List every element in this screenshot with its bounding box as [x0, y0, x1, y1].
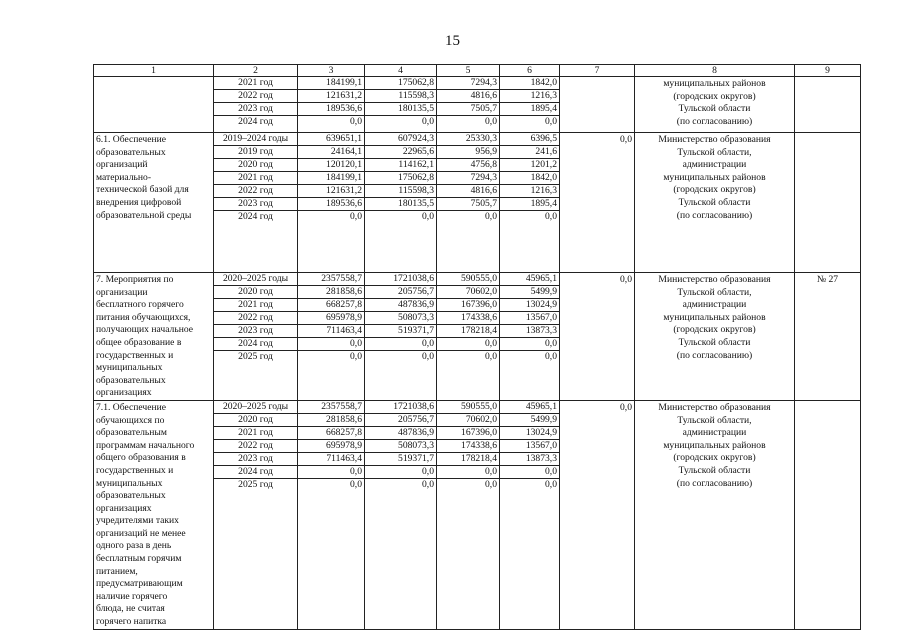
header-cell: 8 — [635, 65, 795, 77]
amount-cell: 120120,1 — [298, 159, 364, 172]
amount-cell: 70602,0 — [437, 286, 499, 299]
amount-cell: 13024,9 — [500, 427, 559, 440]
amount-cell: 4756,8 — [437, 159, 499, 172]
amount-cell: 0,0 — [422, 478, 434, 490]
amount-cell: 13873,3 — [500, 325, 559, 338]
amount-cell: 0,0 — [485, 116, 497, 127]
amount-cell: 519371,7 — [365, 453, 436, 466]
budget-table — [93, 64, 861, 630]
amount-column-cell — [365, 133, 437, 273]
year-cell: 2025 год — [238, 478, 273, 490]
amount-cell: 0,0 — [422, 351, 434, 362]
amount-cell: 25330,3 — [437, 133, 499, 146]
amount-cell: 1216,3 — [500, 90, 559, 103]
amount-cell: 281858,6 — [298, 286, 364, 299]
year-cell: 2021 год — [214, 77, 297, 90]
responsible-executor-cell: Министерство образования Тульской области, администрации муниципальных районов (городских округов) Тульской области (по согласованию) — [635, 273, 795, 401]
activity-name-cell: 6.1. Обеспечение образовательных организаций материально- технической базой для внедрения цифровой образовательной среды — [94, 133, 214, 273]
amount-cell: 24164,1 — [298, 146, 364, 159]
responsible-executor-cell: муниципальных районов (городских округов) Тульской области (по согласованию) — [635, 77, 795, 133]
year-cell: 2023 год — [214, 198, 297, 211]
amount-cell: 1721038,6 — [365, 401, 436, 414]
year-column-cell — [214, 400, 298, 629]
amount-column-cell — [437, 133, 500, 273]
amount-cell: 0,0 — [350, 116, 362, 127]
amount-cell: 0,0 — [545, 351, 557, 362]
amount-cell: 115598,3 — [365, 185, 436, 198]
amount-cell: 590555,0 — [437, 273, 499, 286]
amount-cell: 508073,3 — [365, 440, 436, 453]
year-cell: 2020–2025 годы — [214, 273, 297, 286]
amount-cell: 241,6 — [500, 146, 559, 159]
amount-cell: 0,0 — [437, 466, 499, 479]
amount-column-cell — [500, 77, 560, 133]
year-column-cell — [214, 133, 298, 273]
table-row — [94, 133, 861, 273]
year-cell: 2021 год — [214, 172, 297, 185]
header-cell: 2 — [214, 65, 298, 77]
year-cell: 2022 год — [214, 185, 297, 198]
amount-cell: 668257,8 — [298, 427, 364, 440]
year-cell: 2019–2024 годы — [214, 133, 297, 146]
amount-cell: 1842,0 — [500, 77, 559, 90]
year-cell: 2021 год — [214, 427, 297, 440]
amount-cell: 114162,1 — [365, 159, 436, 172]
year-cell: 2019 год — [214, 146, 297, 159]
year-cell: 2022 год — [214, 312, 297, 325]
amount-cell: 121631,2 — [298, 185, 364, 198]
amount-cell: 0,0 — [365, 466, 436, 479]
amount-cell: 5499,9 — [500, 286, 559, 299]
amount-cell: 956,9 — [437, 146, 499, 159]
amount-cell: 2357558,7 — [298, 401, 364, 414]
amount-cell: 0,0 — [500, 466, 559, 479]
amount-cell: 0,0 — [545, 478, 557, 490]
amount-cell: 590555,0 — [437, 401, 499, 414]
amount-cell: 0,0 — [500, 338, 559, 351]
amount-cell: 0,0 — [437, 338, 499, 351]
amount-cell: 487836,9 — [365, 299, 436, 312]
amount-cell: 184199,1 — [298, 172, 364, 185]
amount-cell: 519371,7 — [365, 325, 436, 338]
amount-column-cell — [500, 400, 560, 629]
amount-cell: 5499,9 — [500, 414, 559, 427]
year-cell: 2021 год — [214, 299, 297, 312]
amount-cell: 0,0 — [545, 211, 557, 222]
amount-cell: 281858,6 — [298, 414, 364, 427]
year-cell: 2023 год — [214, 103, 297, 116]
year-cell: 2024 год — [214, 466, 297, 479]
amount-cell: 175062,8 — [365, 172, 436, 185]
amount-cell: 180135,5 — [365, 103, 436, 116]
column-7-cell — [560, 77, 635, 133]
amount-column-cell — [365, 273, 437, 401]
amount-cell: 13024,9 — [500, 299, 559, 312]
amount-column-cell — [298, 273, 365, 401]
amount-cell: 180135,5 — [365, 198, 436, 211]
indicator-link-cell: № 27 — [795, 273, 861, 401]
amount-cell: 22965,6 — [365, 146, 436, 159]
amount-column-cell — [500, 273, 560, 401]
year-column-cell — [214, 273, 298, 401]
amount-cell: 4816,6 — [437, 185, 499, 198]
amount-cell: 115598,3 — [365, 90, 436, 103]
amount-cell: 189536,6 — [298, 198, 364, 211]
table-row — [94, 273, 861, 401]
year-column-cell — [214, 77, 298, 133]
amount-cell: 2357558,7 — [298, 273, 364, 286]
amount-cell: 13567,0 — [500, 312, 559, 325]
amount-cell: 508073,3 — [365, 312, 436, 325]
amount-cell: 121631,2 — [298, 90, 364, 103]
column-7-cell: 0,0 — [560, 273, 635, 401]
amount-column-cell — [437, 273, 500, 401]
amount-cell: 45965,1 — [500, 401, 559, 414]
amount-cell: 607924,3 — [365, 133, 436, 146]
amount-cell: 639651,1 — [298, 133, 364, 146]
amount-cell: 174338,6 — [437, 440, 499, 453]
amount-cell: 0,0 — [350, 351, 362, 362]
year-cell: 2025 год — [238, 351, 273, 362]
year-cell: 2020–2025 годы — [214, 401, 297, 414]
amount-cell: 711463,4 — [298, 325, 364, 338]
table-row — [94, 77, 861, 133]
indicator-link-cell — [795, 400, 861, 629]
amount-cell: 711463,4 — [298, 453, 364, 466]
amount-cell: 0,0 — [350, 211, 362, 222]
indicator-link-cell — [795, 77, 861, 133]
year-cell: 2024 год — [214, 338, 297, 351]
amount-cell: 1895,4 — [500, 103, 559, 116]
amount-cell: 13873,3 — [500, 453, 559, 466]
year-cell: 2020 год — [214, 414, 297, 427]
amount-cell: 695978,9 — [298, 312, 364, 325]
amount-cell: 178218,4 — [437, 453, 499, 466]
amount-cell: 70602,0 — [437, 414, 499, 427]
amount-cell: 7294,3 — [437, 77, 499, 90]
header-cell: 1 — [94, 65, 214, 77]
amount-cell: 668257,8 — [298, 299, 364, 312]
year-cell: 2022 год — [214, 440, 297, 453]
amount-cell: 7505,7 — [437, 198, 499, 211]
year-cell: 2020 год — [214, 286, 297, 299]
column-7-cell: 0,0 — [560, 133, 635, 273]
amount-cell: 13567,0 — [500, 440, 559, 453]
amount-cell: 487836,9 — [365, 427, 436, 440]
activity-name-cell: 7. Мероприятия по организации бесплатного горячего питания обучающихся, получающих начальное общее образование в государственных и муниципальных образовательных организациях — [94, 273, 214, 401]
amount-cell: 1201,2 — [500, 159, 559, 172]
amount-cell: 1721038,6 — [365, 273, 436, 286]
amount-cell: 0,0 — [350, 478, 362, 490]
year-cell: 2024 год — [238, 211, 273, 222]
responsible-executor-cell: Министерство образования Тульской области, администрации муниципальных районов (городских округов) Тульской области (по согласованию) — [635, 133, 795, 273]
amount-cell: 695978,9 — [298, 440, 364, 453]
header-row — [94, 65, 861, 77]
amount-cell: 0,0 — [298, 338, 364, 351]
indicator-link-cell — [795, 133, 861, 273]
amount-column-cell — [437, 77, 500, 133]
amount-cell: 0,0 — [485, 478, 497, 490]
amount-cell: 1842,0 — [500, 172, 559, 185]
amount-column-cell — [298, 400, 365, 629]
amount-cell: 205756,7 — [365, 286, 436, 299]
amount-column-cell — [298, 133, 365, 273]
amount-cell: 1895,4 — [500, 198, 559, 211]
amount-cell: 184199,1 — [298, 77, 364, 90]
year-cell: 2023 год — [214, 453, 297, 466]
amount-cell: 0,0 — [485, 211, 497, 222]
amount-cell: 1216,3 — [500, 185, 559, 198]
amount-cell: 0,0 — [422, 211, 434, 222]
amount-cell: 174338,6 — [437, 312, 499, 325]
year-cell: 2022 год — [214, 90, 297, 103]
amount-column-cell — [500, 133, 560, 273]
responsible-executor-cell: Министерство образования Тульской области, администрации муниципальных районов (городских округов) Тульской области (по согласованию) — [635, 400, 795, 629]
header-cell: 6 — [500, 65, 560, 77]
amount-column-cell — [437, 400, 500, 629]
amount-cell: 0,0 — [365, 338, 436, 351]
page-number: 15 — [445, 33, 460, 49]
amount-cell: 0,0 — [545, 116, 557, 127]
amount-cell: 167396,0 — [437, 427, 499, 440]
header-cell: 3 — [298, 65, 365, 77]
amount-column-cell — [365, 400, 437, 629]
activity-name-cell — [94, 77, 214, 133]
activity-name-cell: 7.1. Обеспечение обучающихся по образовательным программам начального общего образования в государственных и муниципальных образовательных организациях учредителями таких организаций не менее одного раза в день бесплатным горячим питанием, предусматривающим наличие горячего блюда, не считая горячего напитка — [94, 400, 214, 629]
header-cell: 5 — [437, 65, 500, 77]
amount-cell: 7505,7 — [437, 103, 499, 116]
year-cell: 2024 год — [238, 116, 273, 127]
amount-cell: 6396,5 — [500, 133, 559, 146]
table-body — [94, 77, 861, 630]
amount-cell: 0,0 — [485, 351, 497, 362]
amount-cell: 205756,7 — [365, 414, 436, 427]
amount-cell: 0,0 — [422, 116, 434, 127]
amount-cell: 0,0 — [298, 466, 364, 479]
amount-cell: 4816,6 — [437, 90, 499, 103]
year-cell: 2023 год — [214, 325, 297, 338]
amount-cell: 45965,1 — [500, 273, 559, 286]
amount-column-cell — [298, 77, 365, 133]
amount-cell: 178218,4 — [437, 325, 499, 338]
amount-column-cell — [365, 77, 437, 133]
amount-cell: 175062,8 — [365, 77, 436, 90]
amount-cell: 189536,6 — [298, 103, 364, 116]
amount-cell: 7294,3 — [437, 172, 499, 185]
table-row — [94, 400, 861, 629]
header-cell: 9 — [795, 65, 861, 77]
year-cell: 2020 год — [214, 159, 297, 172]
amount-cell: 167396,0 — [437, 299, 499, 312]
header-cell: 4 — [365, 65, 437, 77]
header-cell: 7 — [560, 65, 635, 77]
column-7-cell: 0,0 — [560, 400, 635, 629]
